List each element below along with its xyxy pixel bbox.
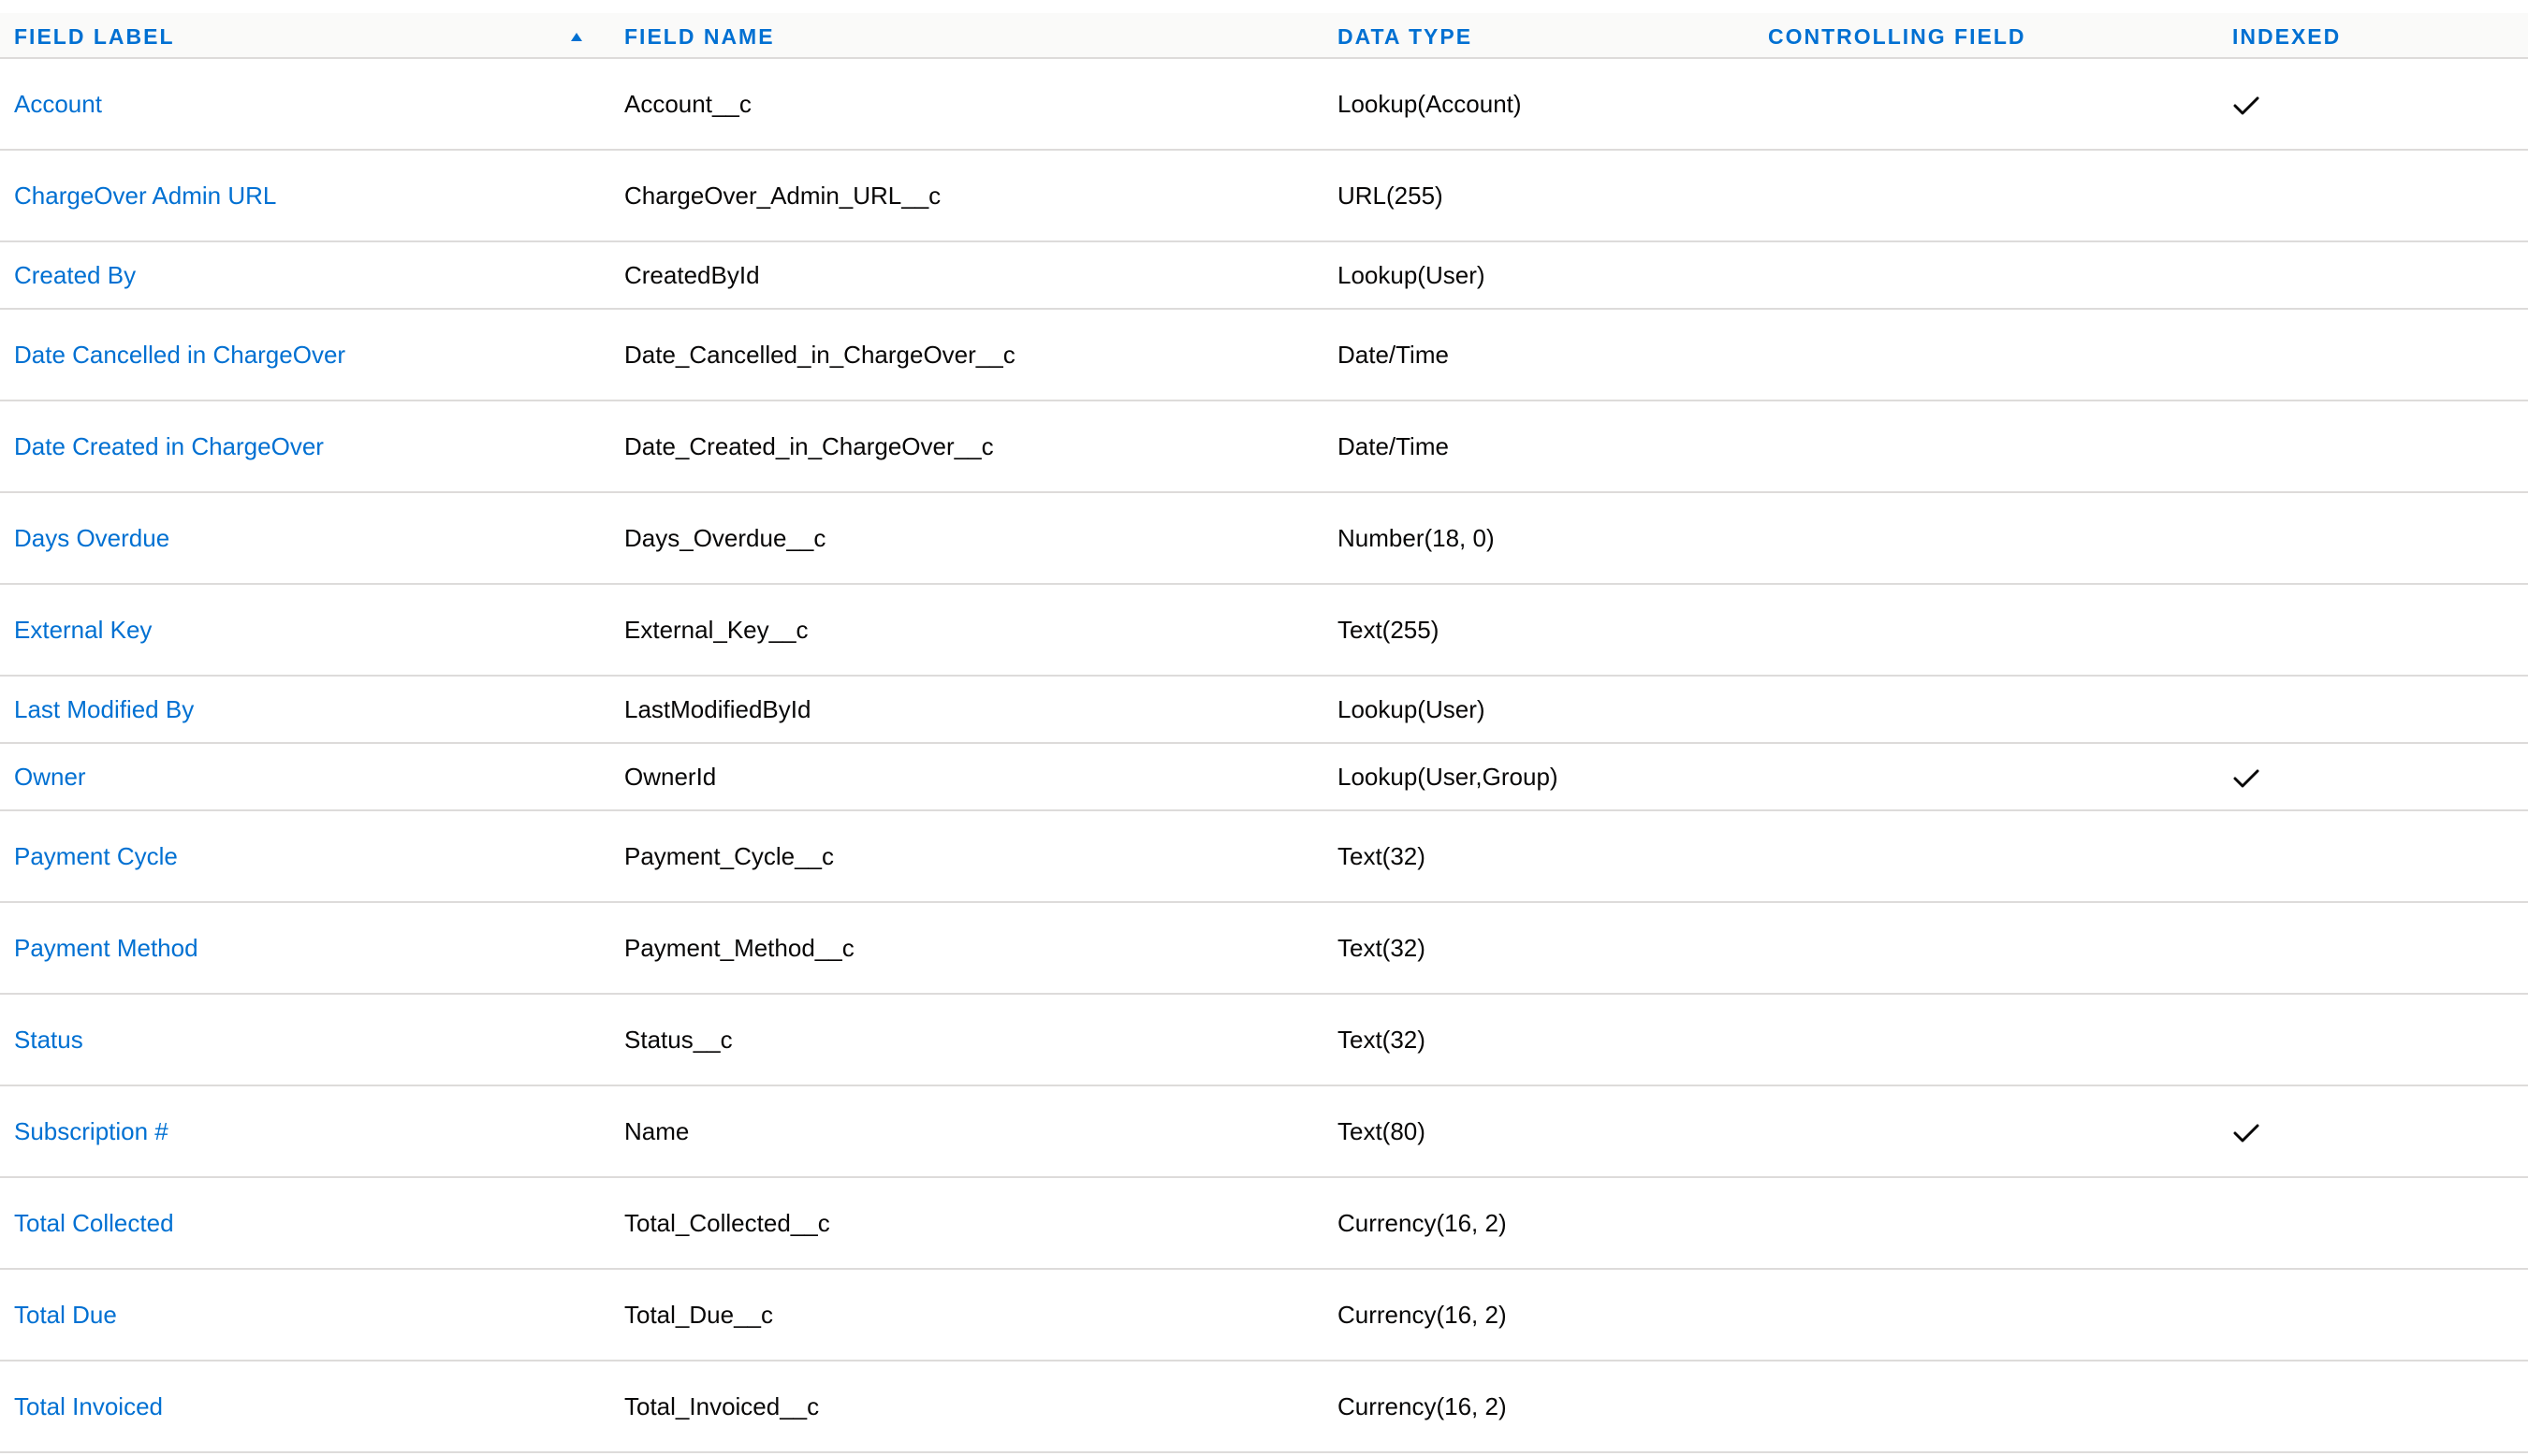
field-label-link[interactable]: Total Collected <box>14 1209 174 1237</box>
column-header-field-label[interactable] <box>14 13 175 57</box>
field-label-link[interactable]: Status <box>14 1026 83 1054</box>
table-row <box>0 59 2528 151</box>
data-type-cell: Currency(16, 2) <box>1337 1209 1507 1237</box>
table-row <box>0 151 2528 242</box>
column-header-label: FIELD NAME <box>624 24 775 49</box>
field-label-link[interactable]: Payment Cycle <box>14 842 178 870</box>
field-label-link[interactable]: Total Due <box>14 1301 117 1329</box>
data-type-cell: URL(255) <box>1337 182 1443 210</box>
field-name-cell: LastModifiedById <box>624 695 811 723</box>
table-row <box>0 677 2528 744</box>
field-label-link[interactable]: Payment Method <box>14 934 198 962</box>
table-row <box>0 995 2528 1086</box>
data-type-cell: Text(80) <box>1337 1117 1425 1145</box>
field-label-link[interactable]: Date Cancelled in ChargeOver <box>14 341 346 369</box>
field-label-link[interactable]: Owner <box>14 763 86 791</box>
field-name-cell: OwnerId <box>624 763 717 791</box>
column-header-label: DATA TYPE <box>1337 24 1473 49</box>
field-name-cell: Date_Created_in_ChargeOver__c <box>624 432 994 460</box>
field-name-cell: Payment_Cycle__c <box>624 842 834 870</box>
data-type-cell: Number(18, 0) <box>1337 524 1495 552</box>
table-row <box>0 1086 2528 1178</box>
field-name-cell: Days_Overdue__c <box>624 524 826 552</box>
field-name-cell: Total_Collected__c <box>624 1209 830 1237</box>
field-label-link[interactable]: Total Invoiced <box>14 1392 163 1420</box>
table-row <box>0 585 2528 677</box>
data-type-cell: Text(32) <box>1337 1026 1425 1054</box>
data-type-cell: Currency(16, 2) <box>1337 1301 1507 1329</box>
data-type-cell: Lookup(User) <box>1337 261 1485 289</box>
table-row <box>0 744 2528 811</box>
field-label-link[interactable]: Subscription # <box>14 1117 168 1145</box>
data-type-cell: Date/Time <box>1337 432 1449 460</box>
field-label-link[interactable]: Date Created in ChargeOver <box>14 432 324 460</box>
field-name-cell: CreatedById <box>624 261 760 289</box>
field-name-cell: Account__c <box>624 90 752 118</box>
column-header-field-name[interactable] <box>624 13 775 57</box>
field-name-cell: Name <box>624 1117 690 1145</box>
field-name-cell: Payment_Method__c <box>624 934 855 962</box>
field-label-link[interactable]: External Key <box>14 616 153 644</box>
column-header-data-type[interactable] <box>1337 13 1472 57</box>
data-type-cell: Text(32) <box>1337 934 1425 962</box>
checkmark-icon <box>2232 1122 2260 1144</box>
table-row <box>0 1361 2528 1453</box>
table-row <box>0 401 2528 493</box>
data-type-cell: Text(32) <box>1337 842 1425 870</box>
column-header-controlling-field[interactable] <box>1768 13 2025 57</box>
column-header-indexed[interactable] <box>2232 13 2341 57</box>
table-row <box>0 811 2528 903</box>
data-type-cell: Date/Time <box>1337 341 1449 369</box>
table-row <box>0 1178 2528 1270</box>
field-label-link[interactable]: Days Overdue <box>14 524 170 552</box>
field-label-link[interactable]: Created By <box>14 261 137 289</box>
field-name-cell: Total_Invoiced__c <box>624 1392 820 1420</box>
field-label-link[interactable]: Last Modified By <box>14 695 195 723</box>
data-type-cell: Lookup(User) <box>1337 695 1485 723</box>
field-name-cell: Date_Cancelled_in_ChargeOver__c <box>624 341 1016 369</box>
column-header-label: INDEXED <box>2232 24 2342 49</box>
column-header-label: CONTROLLING FIELD <box>1768 24 2026 49</box>
field-name-cell: ChargeOver_Admin_URL__c <box>624 182 942 210</box>
data-type-cell: Text(255) <box>1337 616 1439 644</box>
field-name-cell: Status__c <box>624 1026 733 1054</box>
field-label-link[interactable]: Account <box>14 90 102 118</box>
column-header-label: FIELD LABEL <box>14 24 175 49</box>
checkmark-icon <box>2232 767 2260 790</box>
data-type-cell: Lookup(Account) <box>1337 90 1522 118</box>
table-row <box>0 903 2528 995</box>
data-type-cell: Lookup(User,Group) <box>1337 763 1558 791</box>
sort-ascending-icon[interactable] <box>571 33 582 41</box>
field-label-link[interactable]: ChargeOver Admin URL <box>14 182 277 210</box>
checkmark-icon <box>2232 95 2260 117</box>
field-name-cell: Total_Due__c <box>624 1301 773 1329</box>
table-row <box>0 493 2528 585</box>
table-row <box>0 310 2528 401</box>
table-row <box>0 242 2528 310</box>
table-header <box>0 13 2528 59</box>
field-name-cell: External_Key__c <box>624 616 809 644</box>
data-type-cell: Currency(16, 2) <box>1337 1392 1507 1420</box>
table-row <box>0 1270 2528 1361</box>
